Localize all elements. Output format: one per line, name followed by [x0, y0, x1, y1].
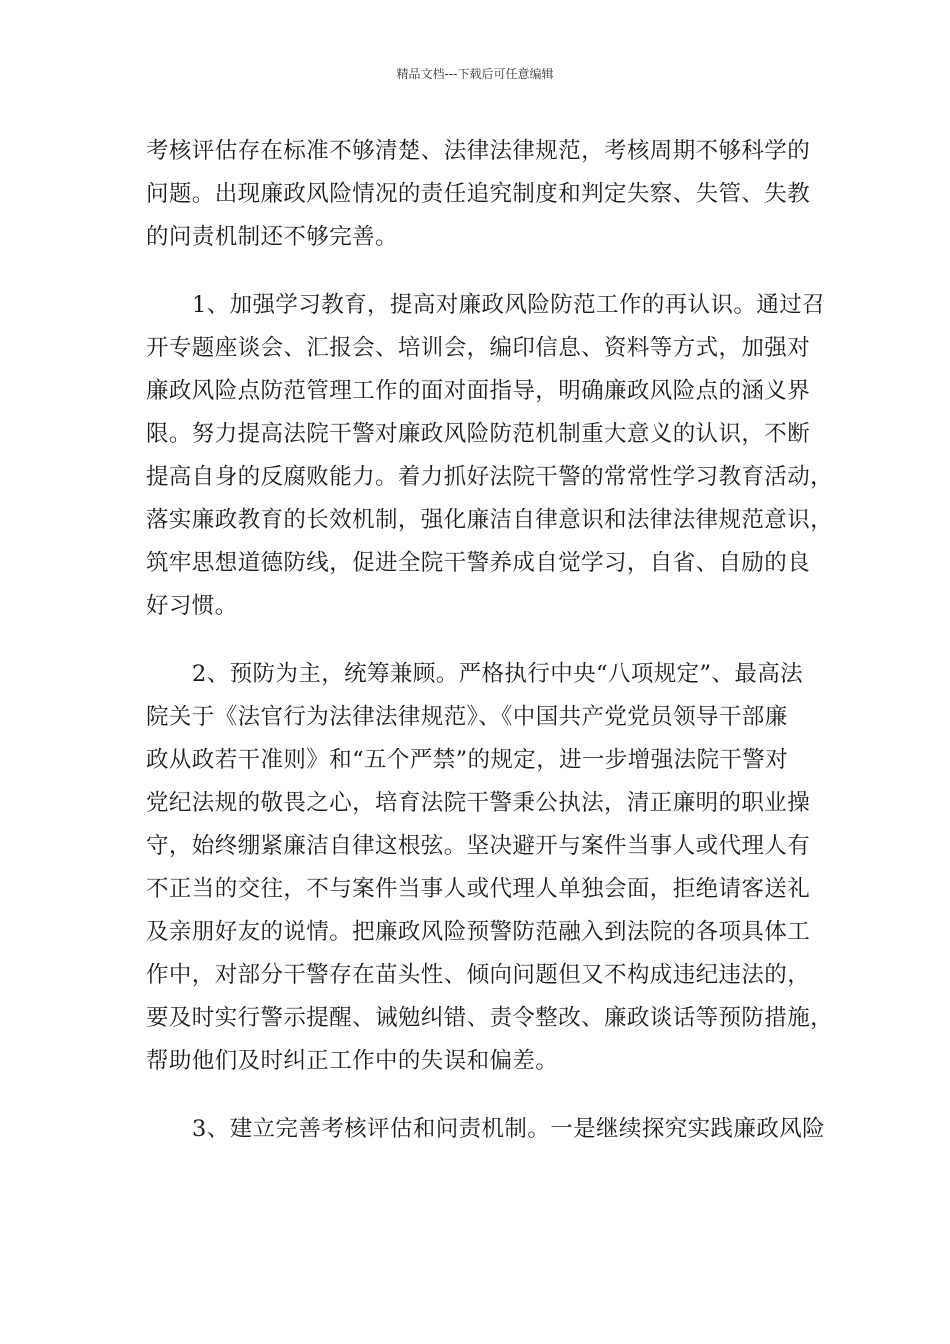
text-line: 提高自身的反腐败能力。着力抓好法院干警的常常性学习教育活动， [146, 464, 834, 490]
text-line: 考核评估存在标准不够清楚、法律法律规范，考核周期不够科学的 [146, 138, 811, 164]
text-line: 院关于《法官行为法律法律规范》、《中国共产党党员领导干部廉 [146, 704, 788, 730]
text-line: 开专题座谈会、汇报会、培训会，编印信息、资料等方式，加强对 [146, 335, 811, 361]
paragraph-3-assessment [146, 1108, 826, 1151]
text-line: 落实廉政教育的长效机制，强化廉洁自律意识和法律法律规范意识， [146, 507, 834, 533]
text-line: 及亲朋好友的说情。把廉政风险预警防范融入到法院的各项具体工 [146, 919, 811, 945]
text-line: 作中，对部分干警存在苗头性、倾向问题但又不构成违纪违法的， [146, 962, 811, 988]
text-line: 1、加强学习教育，提高对廉政风险防范工作的再认识。通过召 [192, 292, 826, 318]
text-line: 3、建立完善考核评估和问责机制。一是继续探究实践廉政风险 [192, 1116, 826, 1142]
text-line: 守，始终绷紧廉洁自律这根弦。坚决避开与案件当事人或代理人有 [146, 833, 811, 859]
text-line: 帮助他们及时纠正工作中的失误和偏差。 [146, 1048, 559, 1074]
text-line: 问题。出现廉政风险情况的责任追究制度和判定失察、失管、失教 [146, 181, 811, 207]
page-header: 精品文档---下载后可任意编辑 [396, 67, 554, 81]
text-line: 不正当的交往，不与案件当事人或代理人单独会面，拒绝请客送礼 [146, 876, 811, 902]
text-line: 政从政若干准则》和“五个严禁”的规定，进一步增强法院干警对 [146, 747, 789, 773]
document-body [146, 130, 834, 1151]
paragraph-1-study-education [146, 284, 834, 628]
text-line: 廉政风险点防范管理工作的面对面指导，明确廉政风险点的涵义界 [146, 378, 811, 404]
paragraph-continuation [146, 130, 811, 259]
text-line: 2、预防为主，统筹兼顾。严格执行中央“八项规定”、最高法 [192, 661, 804, 687]
text-line: 好习惯。 [146, 593, 238, 619]
text-line: 的问责机制还不够完善。 [146, 224, 398, 250]
text-line: 党纪法规的敬畏之心，培育法院干警秉公执法，清正廉明的职业操 [146, 790, 811, 816]
text-line: 筑牢思想道德防线，促进全院干警养成自觉学习，自省、自励的良 [146, 550, 811, 576]
paragraph-2-prevention [146, 653, 834, 1083]
text-line: 要及时实行警示提醒、诫勉纠错、责令整改、廉政谈话等预防措施， [146, 1005, 834, 1031]
text-line: 限。努力提高法院干警对廉政风险防范机制重大意义的认识，不断 [146, 421, 811, 447]
